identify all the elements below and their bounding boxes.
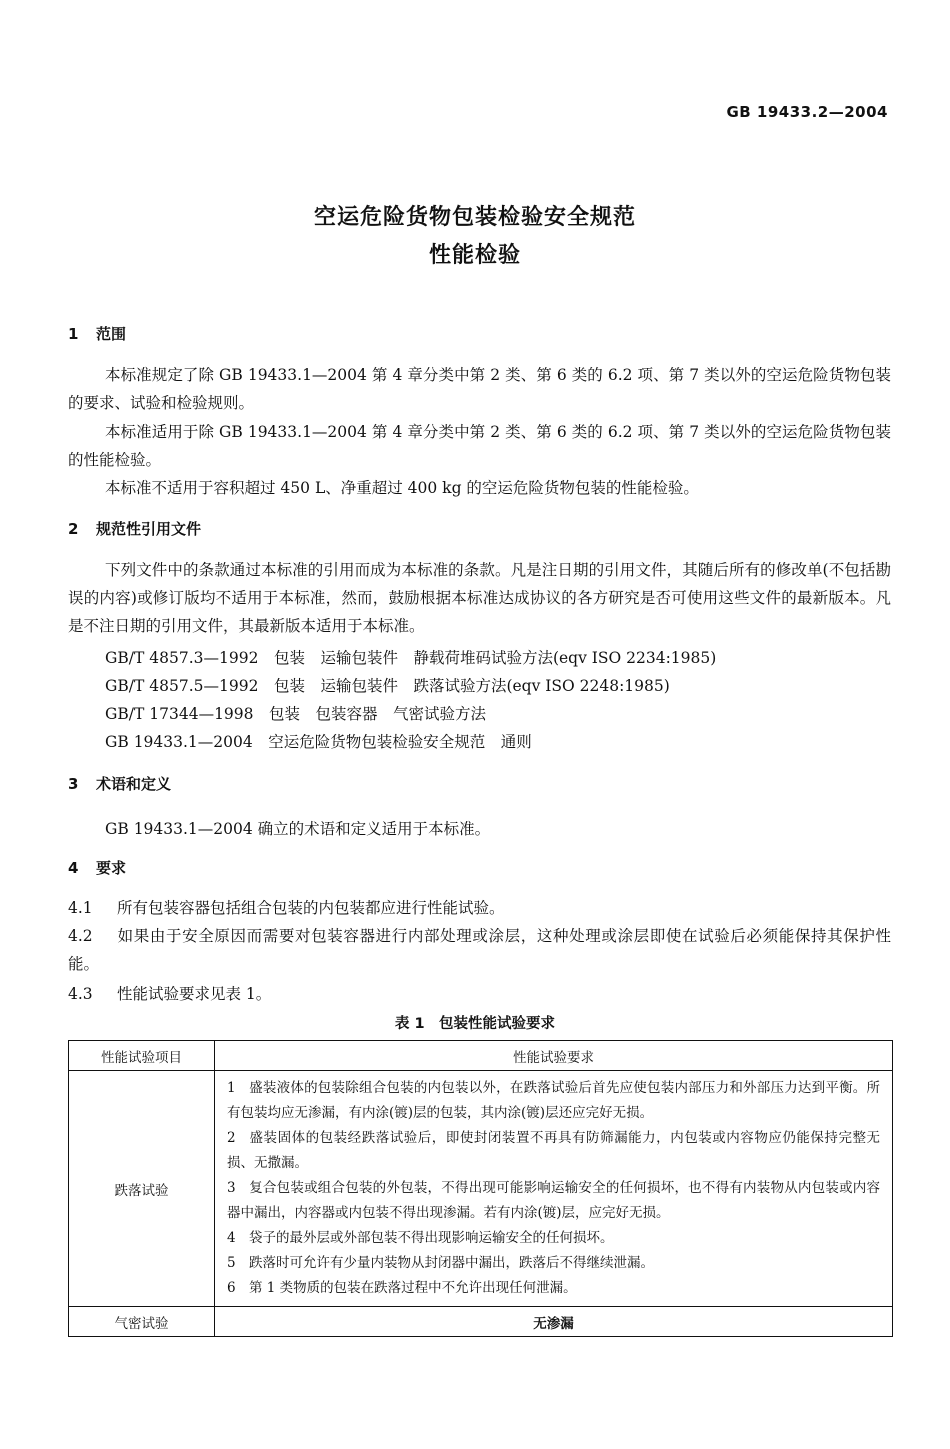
requirement-text: 无渗漏 xyxy=(215,1307,893,1337)
header-requirement: 性能试验要求 xyxy=(215,1041,893,1071)
paragraph: 下列文件中的条款通过本标准的引用而成为本标准的条款。凡是注日期的引用文件，其随后所有的修改单(不包括勘误的内容)或修订版均不适用于本标准，然而，鼓励根据本标准达成协议的各方研究是否可使用这些文件的最新版本。凡是不注日期的引用文件，其最新版本适用于本标准。 xyxy=(68,561,891,635)
requirement-number: 4 xyxy=(227,1230,236,1246)
paragraph: GB 19433.1—2004 确立的术语和定义适用于本标准。 xyxy=(105,820,491,838)
reference-item: GB 19433.1—2004 空运危险货物包装检验安全规范 通则 xyxy=(105,733,532,751)
requirement-text: 盛装固体的包装经跌落试验后，即使封闭装置不再具有防筛漏能力，内包装或内容物应仍能保持完整无损、无撒漏。 xyxy=(227,1130,880,1171)
clause-4-3 xyxy=(68,980,891,1008)
requirement-number: 6 xyxy=(227,1280,236,1296)
table-row xyxy=(69,1307,893,1337)
section-3-heading xyxy=(68,773,171,794)
requirement-text: 跌落时可允许有少量内装物从封闭器中漏出，跌落后不得继续泄漏。 xyxy=(249,1255,654,1271)
paragraph: 本标准不适用于容积超过 450 L、净重超过 400 kg 的空运危险货物包装的性能检验。 xyxy=(105,479,699,497)
paragraph: 本标准规定了除 GB 19433.1—2004 第 4 章分类中第 2 类、第 6 类的 6.2 项、第 7 类以外的空运危险货物包装的要求、试验和检验规则。 xyxy=(68,366,891,412)
clause-4-2 xyxy=(68,922,891,978)
document-subtitle: 性能检验 xyxy=(428,243,521,268)
requirement-item xyxy=(227,1251,880,1276)
section-number: 2 xyxy=(68,520,79,538)
section-number: 4 xyxy=(68,859,79,877)
section-title: 规范性引用文件 xyxy=(96,520,202,538)
requirement-number: 1 xyxy=(227,1080,236,1096)
header-item: 性能试验项目 xyxy=(69,1041,215,1071)
clause-text: 如果由于安全原因而需要对包装容器进行内部处理或涂层，这种处理或涂层即使在试验后必须能保持其保护性能。 xyxy=(68,927,891,973)
standard-number: GB 19433.2—2004 xyxy=(726,103,888,121)
clause-text: 所有包装容器包括组合包装的内包装都应进行性能试验。 xyxy=(117,899,505,917)
section-number: 1 xyxy=(68,325,79,343)
clause-number: 4.2 xyxy=(68,927,93,945)
table-caption: 表 1 包装性能试验要求 xyxy=(394,1016,556,1032)
clause-number: 4.1 xyxy=(68,899,93,917)
section-2-heading xyxy=(68,518,201,539)
document-title: 空运危险货物包装检验安全规范 xyxy=(313,205,636,230)
section-4-heading xyxy=(68,857,126,878)
table-header-row xyxy=(69,1041,893,1071)
reference-item: GB/T 4857.5—1992 包装 运输包装件 跌落试验方法(eqv ISO 2248:1985) xyxy=(105,677,670,695)
requirement-text: 袋子的最外层或外部包装不得出现影响运输安全的任何损坏。 xyxy=(249,1230,614,1246)
reference-item: GB/T 17344—1998 包装 包装容器 气密试验方法 xyxy=(105,705,487,723)
requirement-item xyxy=(227,1126,880,1176)
requirement-text: 复合包装或组合包装的外包装，不得出现可能影响运输安全的任何损坏，也不得有内装物从内包装或内容器中漏出，内容器或内包装不得出现渗漏。若有内涂(镀)层，应完好无损。 xyxy=(227,1180,880,1221)
requirement-text: 盛装液体的包装除组合包装的内包装以外，在跌落试验后首先应使包装内部压力和外部压力达到平衡。所有包装均应无渗漏，有内涂(镀)层的包装，其内涂(镀)层还应完好无损。 xyxy=(227,1080,880,1121)
requirement-item xyxy=(227,1176,880,1226)
test-item: 跌落试验 xyxy=(69,1071,215,1307)
table-row xyxy=(69,1071,893,1307)
section-title: 术语和定义 xyxy=(96,775,172,793)
requirement-text: 第 1 类物质的包装在跌落过程中不允许出现任何泄漏。 xyxy=(249,1280,577,1296)
paragraph: 本标准适用于除 GB 19433.1—2004 第 4 章分类中第 2 类、第 6 类的 6.2 项、第 7 类以外的空运危险货物包装的性能检验。 xyxy=(68,423,891,469)
requirements-table xyxy=(68,1040,893,1337)
requirement-item xyxy=(227,1276,880,1301)
clause-4-1 xyxy=(68,894,891,922)
requirement-list xyxy=(215,1071,893,1307)
section-1-heading xyxy=(68,323,126,344)
section-title: 要求 xyxy=(96,859,127,877)
requirement-item xyxy=(227,1076,880,1126)
clause-number: 4.3 xyxy=(68,985,93,1003)
test-item: 气密试验 xyxy=(69,1307,215,1337)
requirement-number: 5 xyxy=(227,1255,236,1271)
clause-text: 性能试验要求见表 1。 xyxy=(117,985,272,1003)
requirement-item xyxy=(227,1226,880,1251)
reference-item: GB/T 4857.3—1992 包装 运输包装件 静载荷堆码试验方法(eqv ISO 2234:1985) xyxy=(105,649,717,667)
requirement-number: 2 xyxy=(227,1130,236,1146)
section-number: 3 xyxy=(68,775,79,793)
requirement-number: 3 xyxy=(227,1180,236,1196)
section-title: 范围 xyxy=(96,325,127,343)
